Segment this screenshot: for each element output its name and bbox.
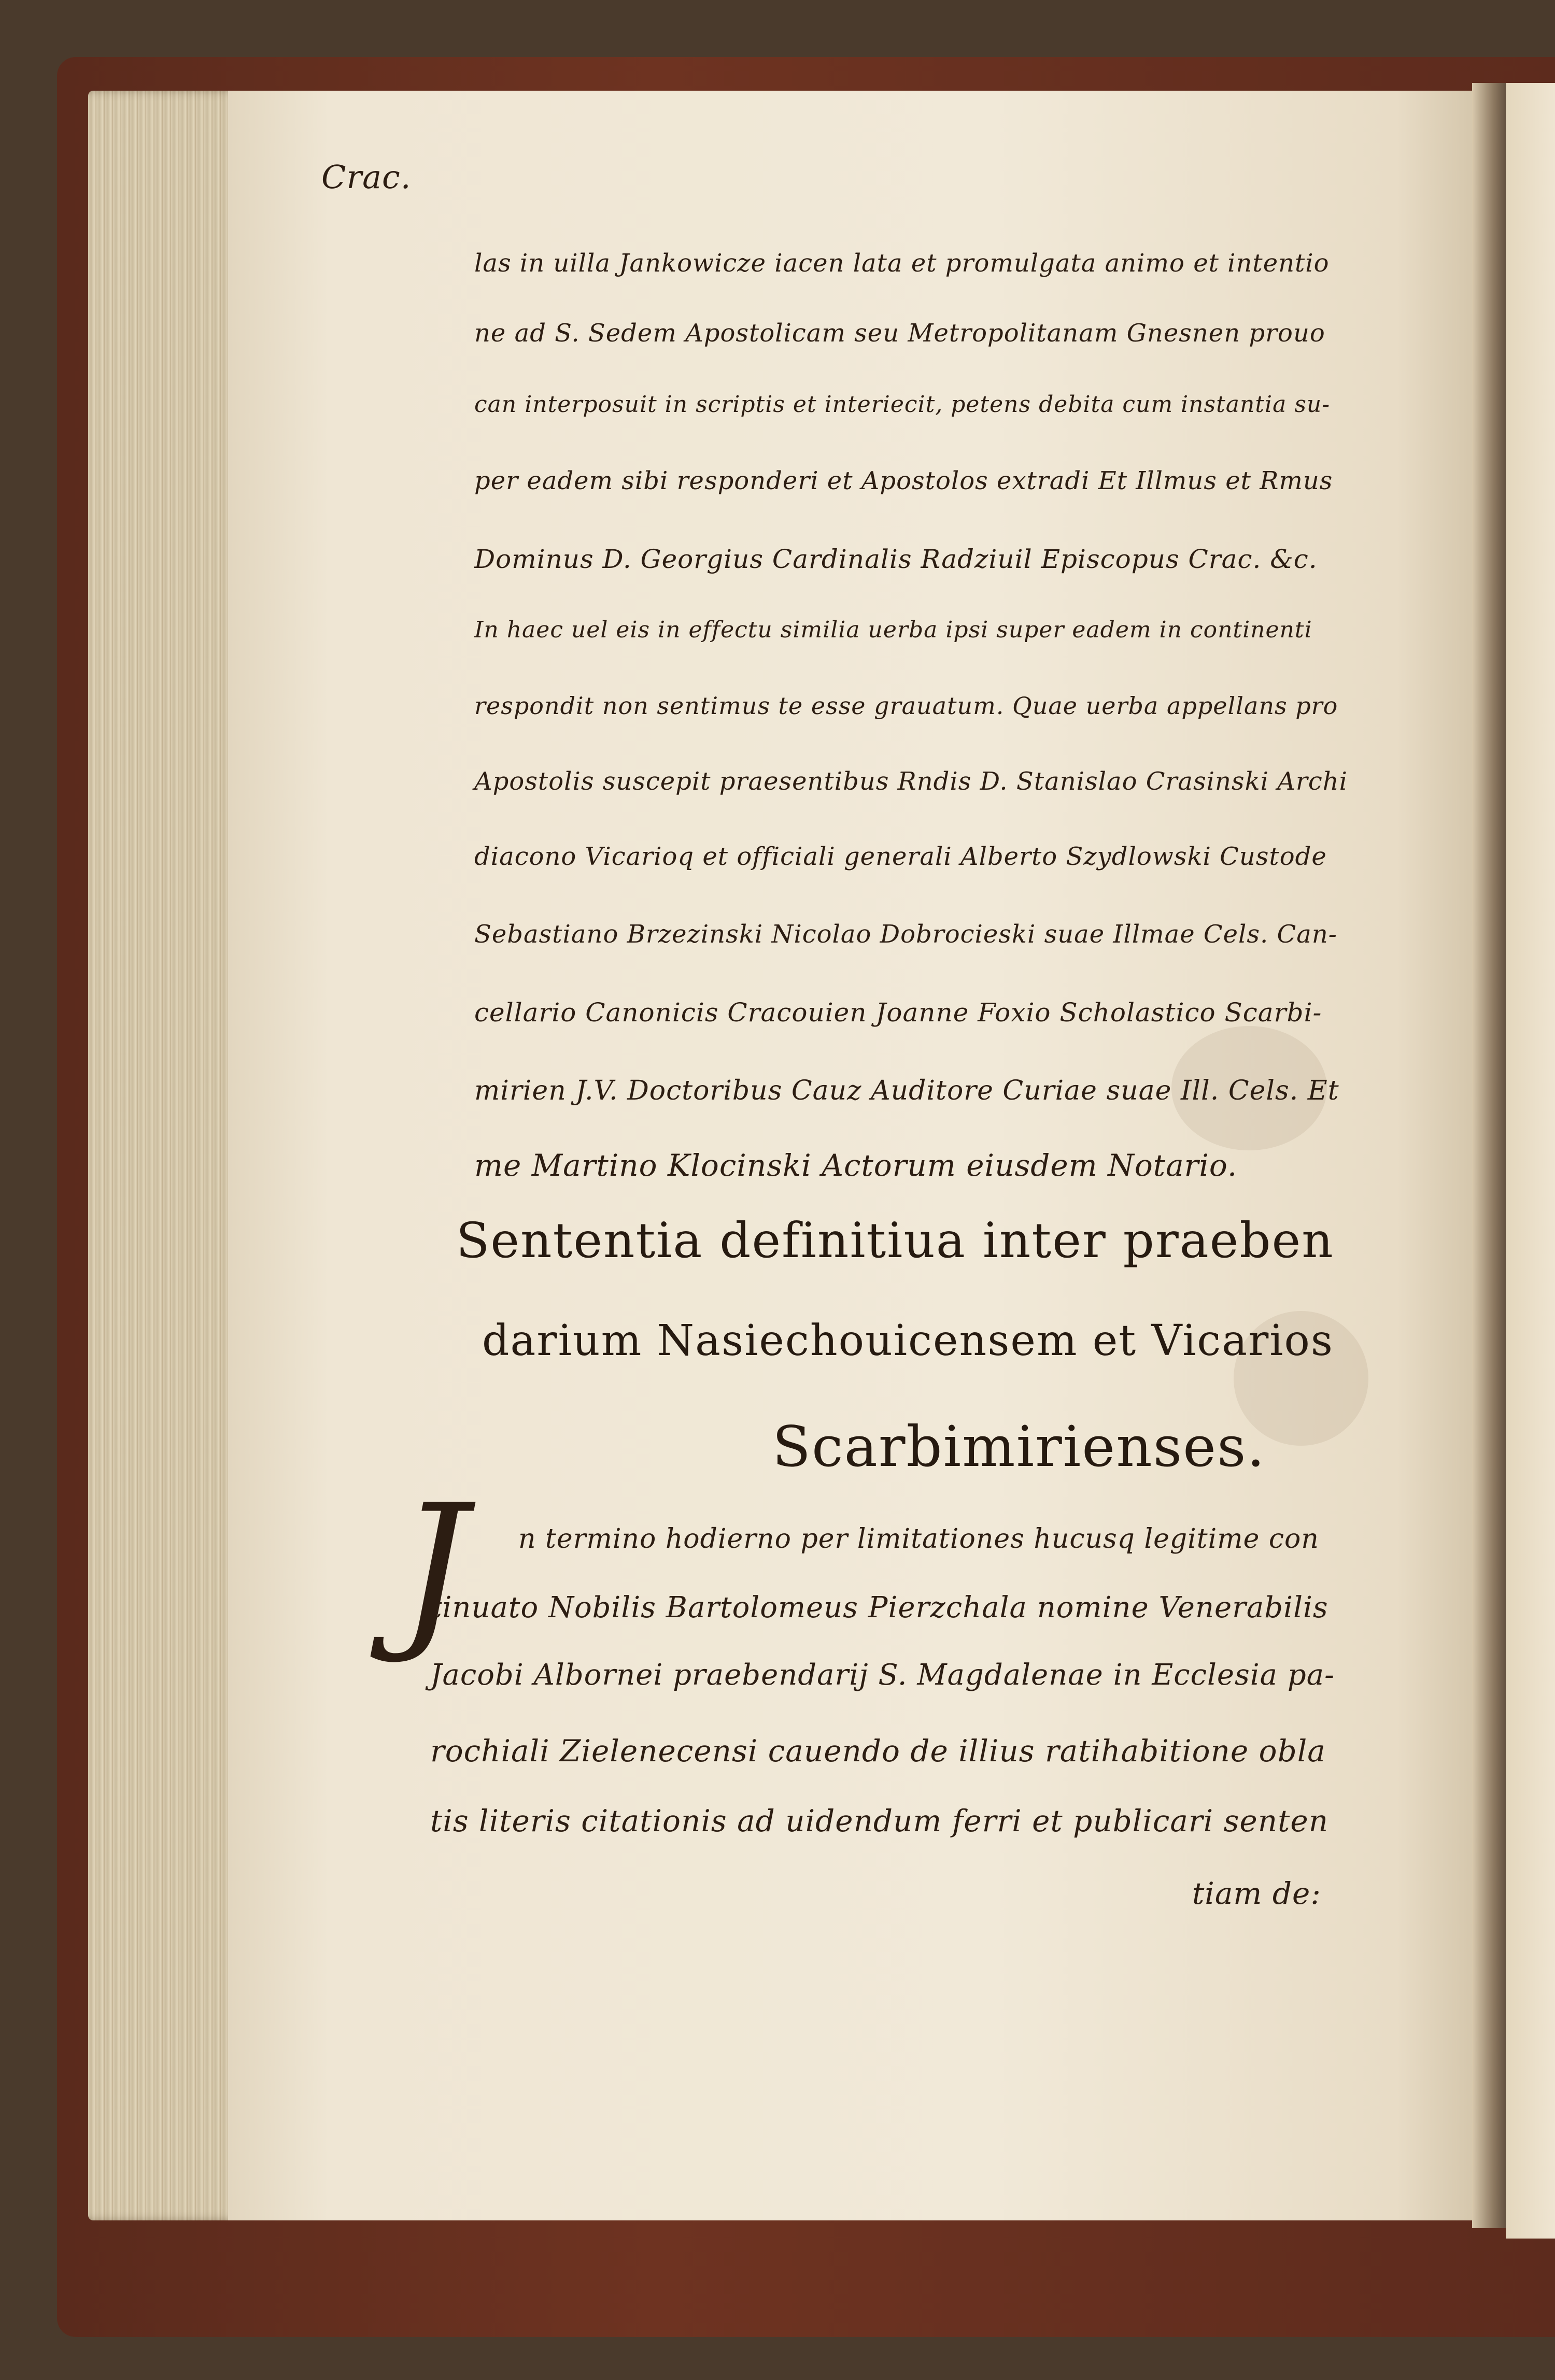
body-line: diacono Vicarioq et officiali generali Alberto Szydlowski Custode (474, 842, 1327, 871)
paragraph-line: tinuato Nobilis Bartolomeus Pierzchala nomine Venerabilis (430, 1591, 1328, 1624)
section-heading: darium Nasiechouicensem et Vicarios (482, 1316, 1334, 1365)
body-line: las in uilla Jankowicze iacen lata et promulgata animo et intentio (474, 249, 1330, 278)
section-heading: Scarbimirienses. (772, 1415, 1266, 1479)
body-line: Sebastiano Brzezinski Nicolao Dobrocieski suae Illmae Cels. Can- (474, 920, 1337, 949)
paragraph-line: tis literis citationis ad uidendum ferri et publicari senten (430, 1803, 1329, 1839)
body-line: per eadem sibi responderi et Apostolos extradi Et Illmus et Rmus (474, 466, 1333, 495)
margin-note: Crac. (321, 158, 412, 196)
body-line: mirien J.V. Doctoribus Cauz Auditore Curiae suae Ill. Cels. Et (474, 1075, 1339, 1106)
paragraph-line: n termino hodierno per limitationes hucusq legitime con (518, 1523, 1319, 1555)
body-line: ne ad S. Sedem Apostolicam seu Metropolitanam Gnesnen prouo (474, 319, 1325, 348)
body-line: me Martino Klocinski Actorum eiusdem Notario. (474, 1148, 1238, 1183)
body-line: Apostolis suscepit praesentibus Rndis D. Stanislao Crasinski Archi (474, 767, 1348, 796)
body-line: In haec uel eis in effectu similia uerba ipsi super eadem in continenti (474, 617, 1312, 643)
body-line: respondit non sentimus te esse grauatum. Quae uerba appellans pro (474, 692, 1338, 720)
page-edges (88, 91, 238, 2220)
section-heading: Sententia definitiua inter praeben (456, 1213, 1334, 1269)
paragraph-line: tiam de: (1192, 1876, 1321, 1911)
body-line: can interposuit in scriptis et interiecit, petens debita cum instantia su- (474, 391, 1331, 418)
paragraph-line: rochiali Zielenecensi cauendo de illius ratihabitione obla (430, 1733, 1326, 1769)
body-line: Dominus D. Georgius Cardinalis Radziuil Episcopus Crac. &c. (474, 544, 1318, 574)
book-gutter (1472, 83, 1508, 2228)
decorated-initial: J (399, 1468, 468, 1667)
facing-page-edge (1506, 83, 1555, 2239)
body-line: cellario Canonicis Cracouien Joanne Foxio Scholastico Scarbi- (474, 997, 1322, 1028)
paragraph-line: Jacobi Albornei praebendarij S. Magdalenae in Ecclesia pa- (430, 1658, 1335, 1692)
